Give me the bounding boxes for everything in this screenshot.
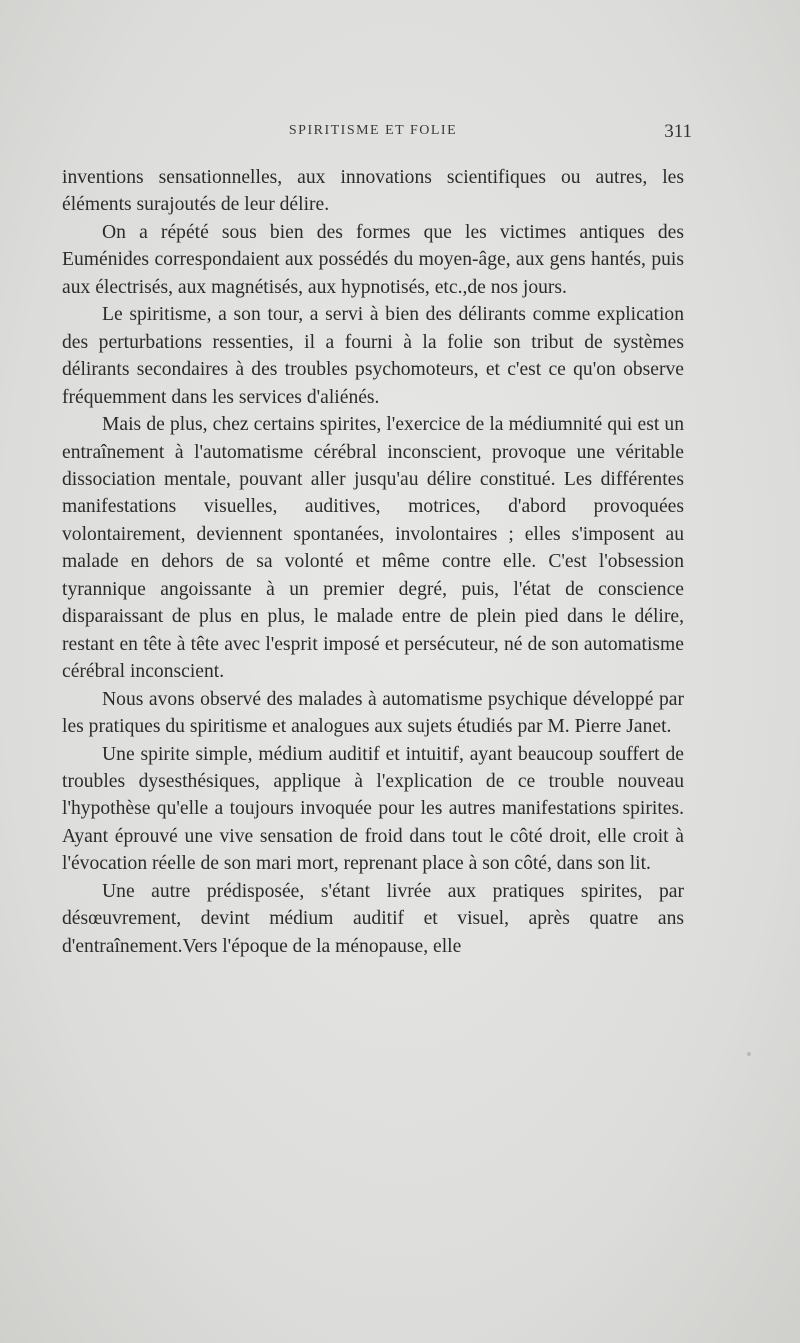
paragraph: Le spiritisme, a son tour, a servi à bien des délirants comme explication des perturbations ressenties, il a fourni à la folie son tribut de systèmes délirants secondaires à des troubles psychomoteurs, et c'est ce qu'on observe fréquemment dans les services d'aliénés. <box>62 304 684 408</box>
paragraph: Une autre prédisposée, s'étant livrée aux pratiques spirites, par désœuvrement, devint médium auditif et visuel, après quatre ans d'entraînement.Vers l'époque de la ménopause, elle <box>62 880 684 957</box>
body-text <box>62 164 684 960</box>
paragraph: Une spirite simple, médium auditif et intuitif, ayant beaucoup souffert de troubles dysesthésiques, applique à l'explication de ce trouble nouveau l'hypothèse qu'elle a toujours invoquée pour les autres manifestations spirites. Ayant éprouvé une vive sensation de froid dans tout le côté droit, elle croit à l'évocation réelle de son mari mort, reprenant place à son côté, dans son lit. <box>62 743 684 875</box>
running-title: SPIRITISME ET FOLIE <box>288 123 458 138</box>
paragraph: inventions sensationnelles, aux innovations scientifiques ou autres, les éléments surajoutés de leur délire. <box>62 167 684 216</box>
paragraph: Nous avons observé des malades à automatisme psychique développé par les pratiques du spiritisme et analogues aux sujets étudiés par M. Pierre Janet. <box>62 688 684 738</box>
paper-speck <box>747 1052 751 1056</box>
paragraph: Mais de plus, chez certains spirites, l'exercice de la médiumnité qui est un entraînement à l'automatisme cérébral inconscient, provoque une véritable dissociation mentale, pouvant aller jusqu'au délire constitué. Les différentes manifestations visuelles, auditives, motrices, d'abord provoquées volontairement, deviennent spontanées, involontaires ; elles s'imposent au malade en dehors de sa volonté et même contre elle. C'est l'obsession tyrannique angoissante à un premier degré, puis, l'état de conscience disparaissant de plus en plus, le malade entre de plein pied dans le délire, restant en tête à tête avec l'esprit imposé et persécuteur, né de son automatisme cérébral inconscient. <box>62 414 684 683</box>
running-head <box>62 121 692 145</box>
paragraph: On a répété sous bien des formes que les victimes antiques des Euménides correspondaient aux possédés du moyen-âge, aux gens hantés, puis aux électrisés, aux magnétisés, aux hypnotisés, etc.,de nos jours. <box>62 221 684 298</box>
page-number: 311 <box>664 121 692 142</box>
